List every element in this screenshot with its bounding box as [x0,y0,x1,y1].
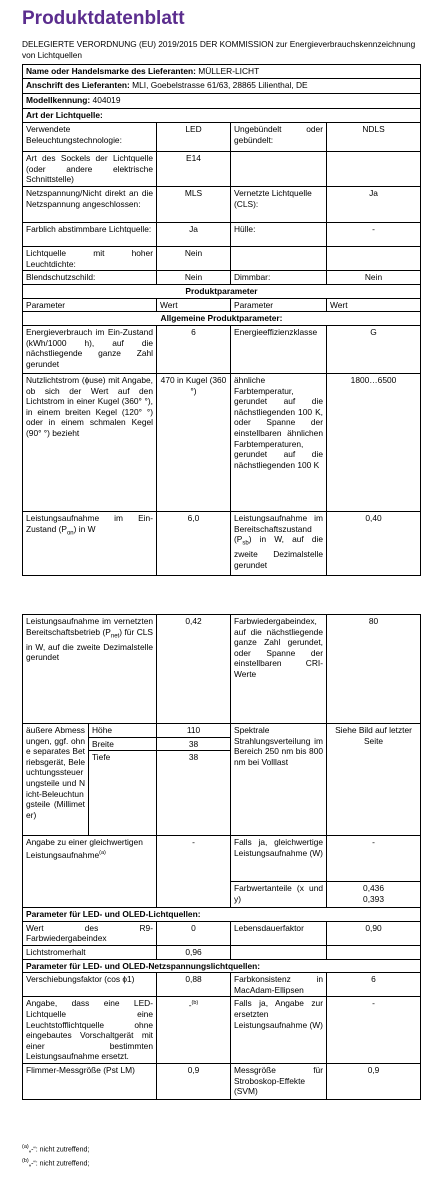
regulation-subtitle: DELEGIERTE VERORDNUNG (EU) 2019/2015 DER KOMMISSION zur Energieverbrauchskennzeichnung von Lichtquellen [22,39,416,60]
glare-shield-value: Nein [157,271,231,285]
product-parameters-heading: Produktparameter [23,285,421,299]
col-header-value-2: Wert [327,298,421,312]
supplier-address-row [23,79,421,94]
width-value: 38 [157,737,231,751]
equivalent-power-value: - [157,836,231,908]
supplier-name-value: MÜLLER-LICHT [198,66,260,76]
fluorescent-replacement-value: -$^{(b)}$ [157,997,231,1064]
chromaticity-x: 0,436 [363,883,384,894]
dimensions-label: äußere Abmessungen, ggf. ohne separates Betriebsgerät, Beleuchtungssteuerungsteile und Nicht-Beleuchtungsteile (Millimeter) [23,724,89,836]
led-parameters-heading: Parameter für LED- und OLED-Lichtquellen: [23,908,421,922]
chromaticity-value [327,882,421,908]
high-luminance-label: Lichtquelle mit hoher Leuchtdichte: [23,247,157,271]
mains-value: MLS [157,187,231,223]
glare-shield-label: Blendschutzschild: [23,271,157,285]
survival-factor-label: Lebensdauerfaktor [231,921,327,945]
page-break [0,599,439,613]
col-header-value: Wert [157,298,231,312]
footnote-b: $^{(b)}$„-“: nicht zutreffend; [22,1158,90,1168]
supplier-name-label: Name oder Handelsmarke des Lieferanten: [26,66,196,76]
luminous-flux-label: Nutzlichtstrom (ɸuse) mit Angabe, ob sich der Wert auf den Lichtstrom in einer Kugel (360° °), in einem breiten Kegel (120° °) oder in einem schmalen Kegel (90° °) bezieht [23,373,157,511]
footnote-a: $^{(a)}$„-“: nicht zutreffend; [22,1144,90,1154]
r9-label: Wert des R9-Farbwiedergabeindex [23,921,157,945]
lumen-maintenance-label: Lichtstromerhalt [23,945,157,959]
cri-label: Farbwiedergabeindex, auf die nächstliegende ganze Zahl gerundet, oder Spanne der einstellbaren CRI-Werte [231,615,327,724]
networked-standby-power-label: Leistungsaufnahme im vernetzten Bereitschaftsbetrieb $(P_{net})$ für CLS in W, auf die zweite Dezimalstelle gerundet [23,615,157,724]
networked-standby-power-value: 0,42 [157,615,231,724]
width-label: Breite [89,737,157,751]
equivalent-power-label: Angabe zu einer gleichwertigen Leistungsaufnahme$^{(a)}$ [23,836,157,908]
model-label: Modellkennung: [26,95,91,105]
general-parameters-heading: Allgemeine Produktparameter: [23,312,421,326]
stroboscopic-metric-value: 0,9 [327,1063,421,1099]
replaced-power-value: - [327,997,421,1064]
depth-value: 38 [157,751,231,836]
r9-value: 0 [157,921,231,945]
flicker-metric-value: 0,9 [157,1063,231,1099]
mains-led-parameters-heading: Parameter für LED- und OLED-Netzspannungslichtquellen: [23,959,421,973]
standby-power-value: 0,40 [327,511,421,575]
colour-temperature-value: 1800…6500 [327,373,421,511]
socket-value: E14 [157,152,231,187]
supplier-address-label: Anschrift des Lieferanten: [26,80,130,90]
cri-value: 80 [327,615,421,724]
page-title: Produktdatenblatt [22,8,185,29]
light-source-type-heading: Art der Lichtquelle: [23,109,421,123]
depth-label: Tiefe [89,751,157,836]
supplier-address-value: MLI, Goebelstrasse 61/63, 28865 Lilienthal, DE [132,80,308,90]
stroboscopic-metric-label: Messgröße für Stroboskop-Effekte (SVM) [231,1063,327,1099]
datasheet-table-part-1 [22,64,421,576]
energy-consumption-value: 6 [157,325,231,373]
technology-value: LED [157,123,231,152]
colour-temperature-label: ähnliche Farbtemperatur, gerundet auf die nächstliegenden 100 K, oder Spanne der einstellbaren ähnlichen Farbtemperaturen, gerundet auf die nächstliegenden 100 K [231,373,327,511]
replaced-power-label: Falls ja, Angabe zur ersetzten Leistungsaufnahme (W) [231,997,327,1064]
cls-value: Ja [327,187,421,223]
tunable-label: Farblich abstimmbare Lichtquelle: [23,223,157,247]
supplier-name-row [23,65,421,79]
survival-factor-value: 0,90 [327,921,421,945]
on-mode-power-label: Leistungsaufnahme im Ein-Zustand $(P_{on})$ in W [23,511,157,575]
colour-consistency-value: 6 [327,973,421,997]
col-header-parameter-2: Parameter [231,298,327,312]
chromaticity-y: 0,393 [363,893,384,904]
colour-consistency-label: Farbkonsistenz in MacAdam-Ellipsen [231,973,327,997]
datasheet-table-part-2 [22,614,421,1100]
chromaticity-label: Farbwertanteile (x und y) [231,882,327,908]
high-luminance-value: Nein [157,247,231,271]
energy-class-label: Energieeffizienzklasse [231,325,327,373]
mains-label: Netzspannung/Nicht direkt an die Netzspannung angeschlossen: [23,187,157,223]
height-value: 110 [157,724,231,738]
height-label: Höhe [89,724,157,738]
luminous-flux-value: 470 in Kugel (360 °) [157,373,231,511]
envelope-value: - [327,223,421,247]
envelope-label: Hülle: [231,223,327,247]
displacement-factor-value: 0,88 [157,973,231,997]
fluorescent-replacement-label: Angabe, dass eine LED-Lichtquelle eine Leuchtstofflichtquelle ohne eingebautes Vorschaltgerät mit einer bestimmten Leistungsaufnahme ersetzt. [23,997,157,1064]
socket-label: Art des Sockels der Lichtquelle (oder andere elektrische Schnittstelle) [23,152,157,187]
equivalent-power-yes-label: Falls ja, gleichwertige Leistungsaufnahme (W) [231,836,327,882]
model-row [23,94,421,109]
standby-power-label: Leistungsaufnahme im Bereitschaftszustand $(P_{sb})$ in W, auf die zweite Dezimalstelle gerundet [231,511,327,575]
ndls-value: NDLS [327,123,421,152]
equivalent-power-yes-value: - [327,836,421,882]
lumen-maintenance-value: 0,96 [157,945,231,959]
technology-label: Verwendete Beleuchtungstechnologie: [23,123,157,152]
dimmable-value: Nein [327,271,421,285]
on-mode-power-value: 6,0 [157,511,231,575]
ndls-label: Ungebündelt oder gebündelt: [231,123,327,152]
flicker-metric-label: Flimmer-Messgröße (Pst LM) [23,1063,157,1099]
spectral-distribution-value: Siehe Bild auf letzter Seite [327,724,421,836]
energy-consumption-label: Energieverbrauch im Ein-Zustand (kWh/1000 h), auf die nächstliegende ganze Zahl gerundet [23,325,157,373]
model-value: 404019 [92,95,121,105]
col-header-parameter: Parameter [23,298,157,312]
energy-class-value: G [327,325,421,373]
spectral-distribution-label: Spektrale Strahlungsverteilung im Bereich 250 nm bis 800 nm bei Volllast [231,724,327,836]
tunable-value: Ja [157,223,231,247]
cls-label: Vernetzte Lichtquelle (CLS): [231,187,327,223]
dimmable-label: Dimmbar: [231,271,327,285]
displacement-factor-label: Verschiebungsfaktor (cos ɸ1) [23,973,157,997]
